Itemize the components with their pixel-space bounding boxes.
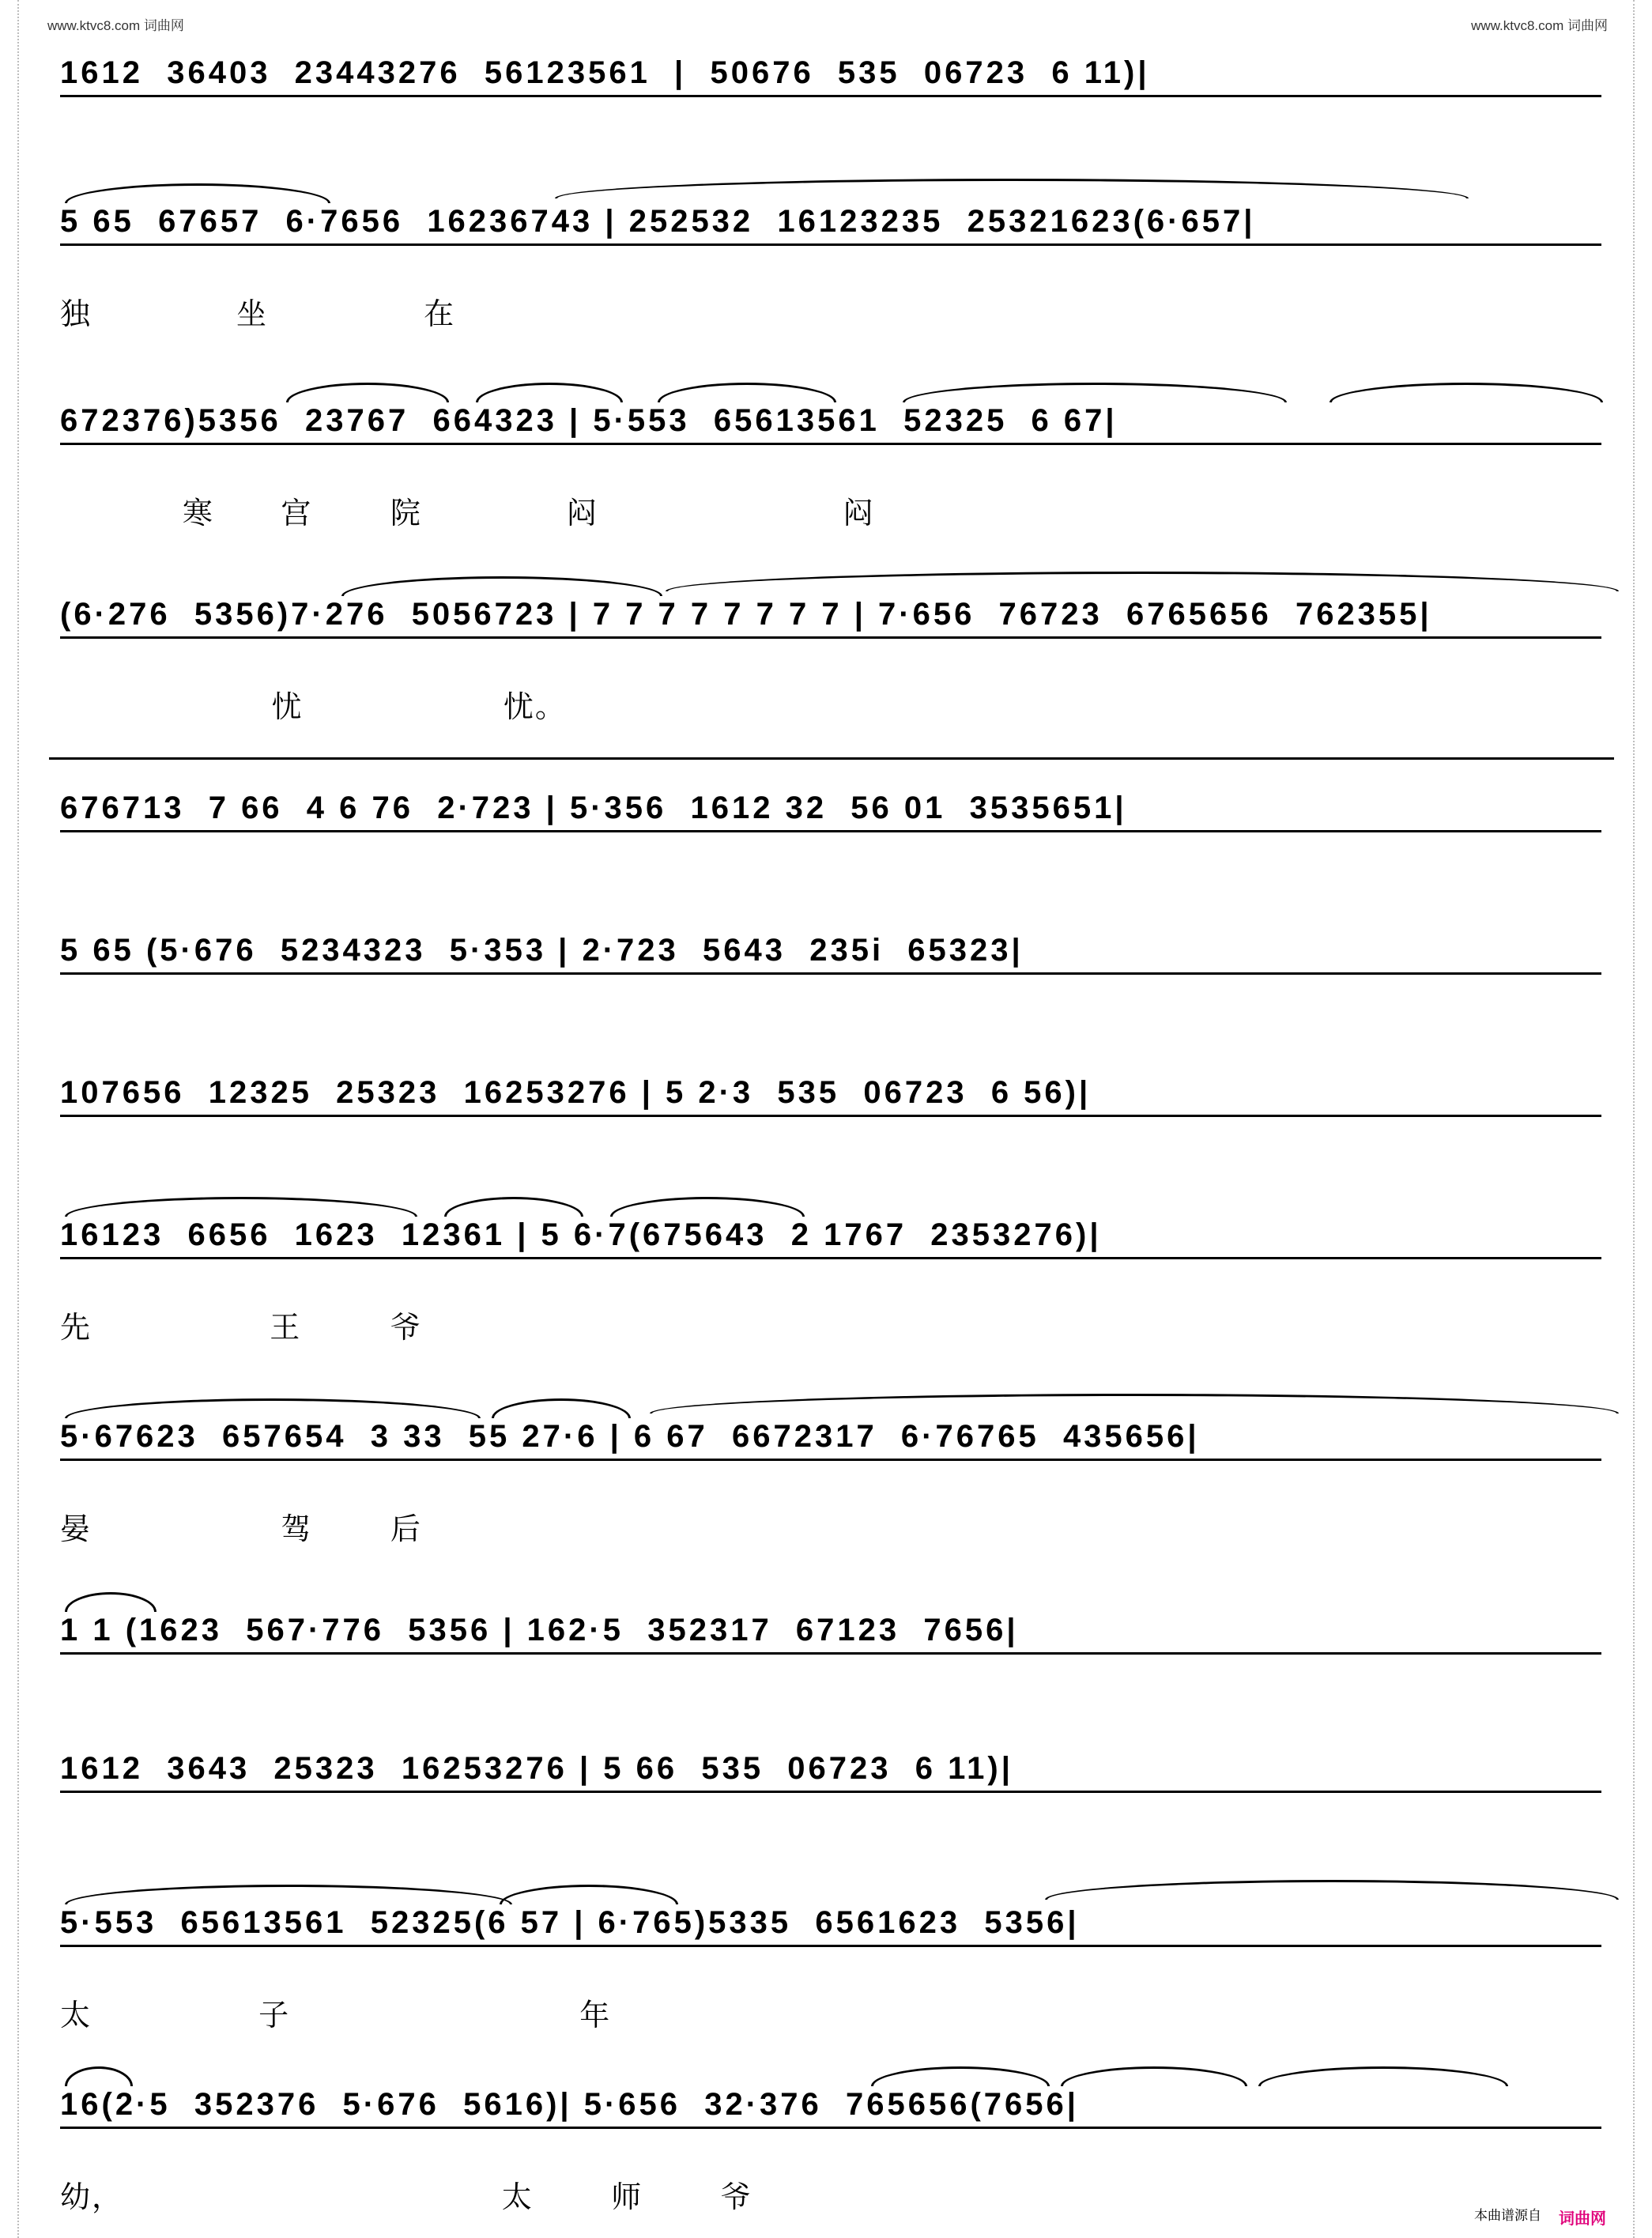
notation-line: 5 65 (5·676 5234323 5·353 | 2·723 5643 235i 65323| xyxy=(60,933,1024,968)
beat-underline xyxy=(60,243,1601,246)
slur xyxy=(65,2066,133,2086)
slur xyxy=(341,576,662,596)
beat-underline xyxy=(60,1257,1601,1259)
slur xyxy=(555,179,1469,198)
slur xyxy=(65,1885,512,1904)
site-logo[interactable]: 词曲网 xyxy=(1559,2210,1606,2228)
notation-line: 672376)5356 23767 664323 | 5·553 65613561 52325 6 67| xyxy=(60,403,1118,438)
beat-underline xyxy=(60,636,1601,639)
beat-underline xyxy=(60,972,1601,975)
lyric-line: 寒 宫 院 闷 闷 xyxy=(60,496,875,530)
slur xyxy=(444,1197,583,1217)
slur xyxy=(1045,1880,1619,1900)
slur xyxy=(476,383,623,402)
slur xyxy=(650,1394,1619,1413)
slur xyxy=(65,1197,417,1217)
slur xyxy=(666,572,1619,591)
lyric-line: 太 子 年 xyxy=(60,1998,612,2032)
lyric-line: 独 坐 在 xyxy=(60,296,456,331)
beat-underline xyxy=(60,1459,1601,1461)
beat-underline xyxy=(60,1791,1601,1793)
site-watermark-right[interactable]: www.ktvc8.com 词曲网 xyxy=(1471,18,1608,33)
lyric-line: 忧 忧。 xyxy=(60,689,567,724)
notation-line: 107656 12325 25323 16253276 | 5 2·3 535 06723 6 56)| xyxy=(60,1075,1092,1110)
slur xyxy=(500,1885,678,1904)
slur xyxy=(658,383,836,402)
notation-line: 1612 36403 23443276 56123561 | 50676 535 06723 6 11)| xyxy=(60,55,1150,90)
right-dotted-border xyxy=(1633,0,1649,2238)
slur xyxy=(1330,383,1603,402)
lyric-line: 先 王 爷 xyxy=(60,1310,422,1345)
notation-line: 5·553 65613561 52325(6 57 | 6·765)5335 6561623 5356| xyxy=(60,1905,1080,1940)
beat-underline xyxy=(60,1115,1601,1117)
slur xyxy=(871,2066,1050,2086)
notation-line: 676713 7 66 4 6 76 2·723 | 5·356 1612 32 56 01 3535651| xyxy=(60,791,1127,825)
slur xyxy=(903,383,1287,402)
slur xyxy=(65,1398,481,1418)
system-separator xyxy=(49,757,1614,760)
lyric-line: 晏 驾 后 xyxy=(60,1511,422,1546)
slur xyxy=(1061,2066,1247,2086)
slur xyxy=(610,1197,805,1217)
notation-line: 16(2·5 352376 5·676 5616)| 5·656 32·376 765656(7656| xyxy=(60,2087,1079,2122)
notation-line: 1 1 (1623 567·776 5356 | 162·5 352317 67123 7656| xyxy=(60,1613,1019,1647)
notation-line: 16123 6656 1623 12361 | 5 6·7(675643 2 1767 2353276)| xyxy=(60,1217,1102,1252)
beat-underline xyxy=(60,2127,1601,2129)
slur xyxy=(286,383,449,402)
beat-underline xyxy=(60,1945,1601,1947)
slur xyxy=(1258,2066,1508,2086)
site-watermark-left[interactable]: www.ktvc8.com 词曲网 xyxy=(47,18,184,33)
beat-underline xyxy=(60,443,1601,445)
slur xyxy=(65,183,330,203)
beat-underline xyxy=(60,1652,1601,1655)
beat-underline xyxy=(60,830,1601,832)
source-label: 本曲谱源自 xyxy=(1474,2208,1541,2223)
notation-line: 5·67623 657654 3 33 55 27·6 | 6 67 6672317 6·76765 435656| xyxy=(60,1419,1200,1454)
beat-underline xyxy=(60,95,1601,97)
notation-line: (6·276 5356)7·276 5056723 | 7 7 7 7 7 7 7 7 | 7·656 76723 6765656 762355| xyxy=(60,597,1432,632)
left-dotted-border xyxy=(3,0,19,2238)
lyric-line: 幼， 太 师 爷 xyxy=(60,2180,752,2214)
slur xyxy=(492,1398,631,1418)
notation-line: 1612 3643 25323 16253276 | 5 66 535 06723 6 11)| xyxy=(60,1751,1013,1786)
notation-line: 5 65 67657 6·7656 16236743 | 252532 16123235 25321623(6·657| xyxy=(60,204,1256,239)
slur xyxy=(65,1592,157,1612)
